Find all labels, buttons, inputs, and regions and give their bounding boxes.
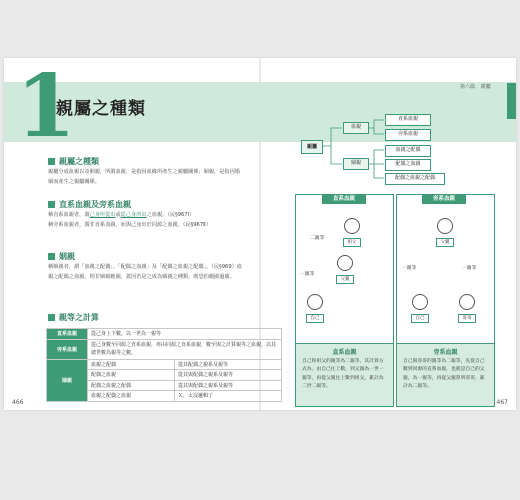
definition-line: 稱直系血親者，謂己身所從出或從己身所出之血親。（民§967Ⅰ）	[48, 212, 195, 218]
table-cell: 從己身上下數，以一世為一親等	[88, 329, 282, 340]
father-figure	[437, 218, 453, 234]
tree-leaf: 配偶之血親之配偶	[385, 173, 445, 185]
book-spread	[4, 58, 516, 410]
chapter-number: 1	[16, 56, 76, 157]
note-text: 自己和祖父的親等為二親等，其計算方式為，由自己往上數，到父親為一世一親等，再從父親往上數到祖父，累計為二世二親等。	[302, 359, 384, 389]
panel-title: 旁系血親	[422, 194, 466, 204]
father-figure	[337, 255, 353, 271]
row-header: 旁系血親	[47, 339, 88, 359]
tree-root: 親屬	[301, 140, 323, 154]
table-cell: 從其與配偶之親系及親等	[175, 380, 282, 391]
brother-figure	[459, 294, 475, 310]
table-cell: 配偶之血親	[88, 370, 175, 381]
row-header: 直系血親	[47, 329, 88, 340]
tree-leaf: 血親之配偶	[385, 145, 431, 157]
panel-title: 直系血親	[322, 194, 366, 204]
page-number-left: 466	[12, 399, 24, 406]
table-cell: 從己身數至同源之直系血親，再由同源之直系血親，數至與之計算親等之血親，以其總世數為親等之數。	[88, 339, 282, 359]
table-cell: 血親之配偶之血親	[88, 391, 175, 402]
note-collateral	[396, 343, 495, 407]
section-heading: 親屬之種類	[48, 156, 99, 167]
person-label: 自己	[411, 314, 429, 323]
degree-label: 一親等	[300, 272, 315, 277]
section-heading: 姻親	[48, 251, 75, 262]
person-label: 哥哥	[458, 314, 476, 323]
note-text: 自己與哥哥的親等為二親等，先從自己數到同源的直系血親，也就是自己的父親，為一親等，再從父親算到哥哥，累計為二親等。	[403, 359, 485, 389]
page-title: 親屬之種類	[56, 99, 146, 119]
chapter-part: 第六篇	[460, 84, 476, 90]
section-text: 稱姻親者，謂「血親之配偶」、「配偶之血親」及「配偶之血親之配偶」。（民§969）血親之配偶之血親，則非姻親範圍，蓋因若是之成為姻親之種類，則恐怕範圍過廣。	[48, 264, 243, 280]
section-text: 親屬分成血親以及姻親，所謂血親，是指因血緣所產生之親屬關係；姻親，是指因婚姻而產生之親屬關係。	[48, 169, 240, 185]
tree-leaf: 旁系血親	[385, 129, 431, 141]
note-title: 直系血親	[332, 349, 357, 356]
table-cell: 血親之配偶	[88, 359, 175, 370]
self-figure	[307, 294, 323, 310]
tree-leaf: 直系血親	[385, 114, 431, 126]
table-cell: 從其與配偶之親系及親等	[175, 370, 282, 381]
note-lineal	[295, 343, 394, 407]
person-label: 父親	[436, 238, 454, 247]
note-title: 旁系血親	[433, 349, 458, 356]
person-label: 父親	[336, 275, 354, 284]
chapter-name: 親屬	[480, 84, 491, 90]
tree-leaf: 配偶之血親	[385, 159, 431, 171]
degree-label: 二親等	[310, 236, 325, 241]
tree-node-blood: 血親	[343, 122, 369, 134]
section-heading: 親等之計算	[48, 312, 99, 323]
page-number-right: 467	[496, 399, 508, 406]
row-header: 姻親	[47, 359, 88, 401]
degree-label: 一親等	[462, 266, 477, 271]
person-label: 自己	[306, 314, 324, 323]
degree-label: 一親等	[402, 266, 417, 271]
self-figure	[412, 294, 428, 310]
grandpa-figure	[344, 218, 360, 234]
section-heading: 直系血親及旁系血親	[48, 199, 131, 210]
definition-line: 稱旁系血親者，謂非直系血親，而與己身出於同源之血親。（民§967Ⅱ）	[48, 221, 211, 228]
table-cell: 從其配偶之親系及親等	[175, 359, 282, 370]
table-cell: 配偶之血親之配偶	[88, 380, 175, 391]
table-cell: Ｘ，太沒邏輯了	[175, 391, 282, 402]
tree-node-affinity: 姻親	[343, 158, 369, 170]
person-label: 祖父	[343, 238, 361, 247]
